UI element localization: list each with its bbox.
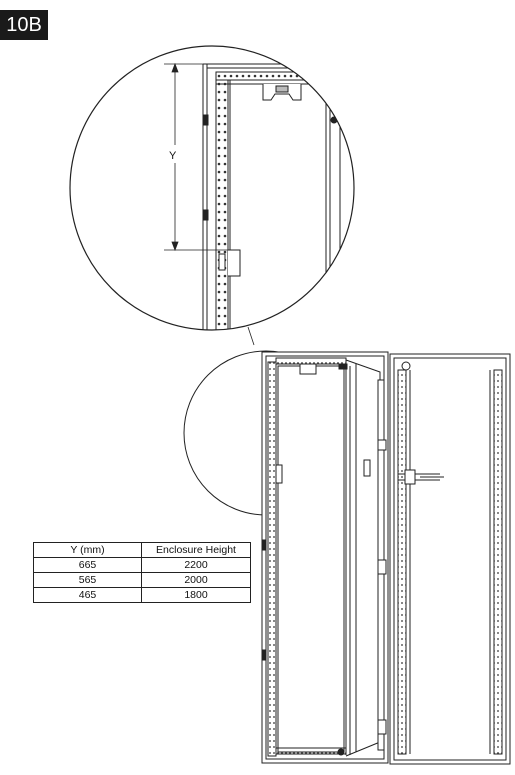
step-number-badge: 10B (0, 10, 48, 40)
dimension-table (33, 542, 251, 603)
leader-line (248, 327, 254, 345)
table-cell: 2200 (142, 558, 251, 573)
table-header-row (34, 543, 251, 558)
enclosure-cabinet (262, 352, 510, 764)
table-row (34, 573, 251, 588)
table-cell: 2000 (142, 573, 251, 588)
table-cell: 1800 (142, 588, 251, 603)
column-header: Y (mm) (34, 543, 142, 558)
detail-magnifier (70, 46, 366, 340)
table-cell: 465 (34, 588, 142, 603)
dimension-y-label: Y (169, 150, 177, 162)
table-row (34, 558, 251, 573)
column-header: Enclosure Height (142, 543, 251, 558)
table-row (34, 588, 251, 603)
table-cell: 665 (34, 558, 142, 573)
table-cell: 565 (34, 573, 142, 588)
